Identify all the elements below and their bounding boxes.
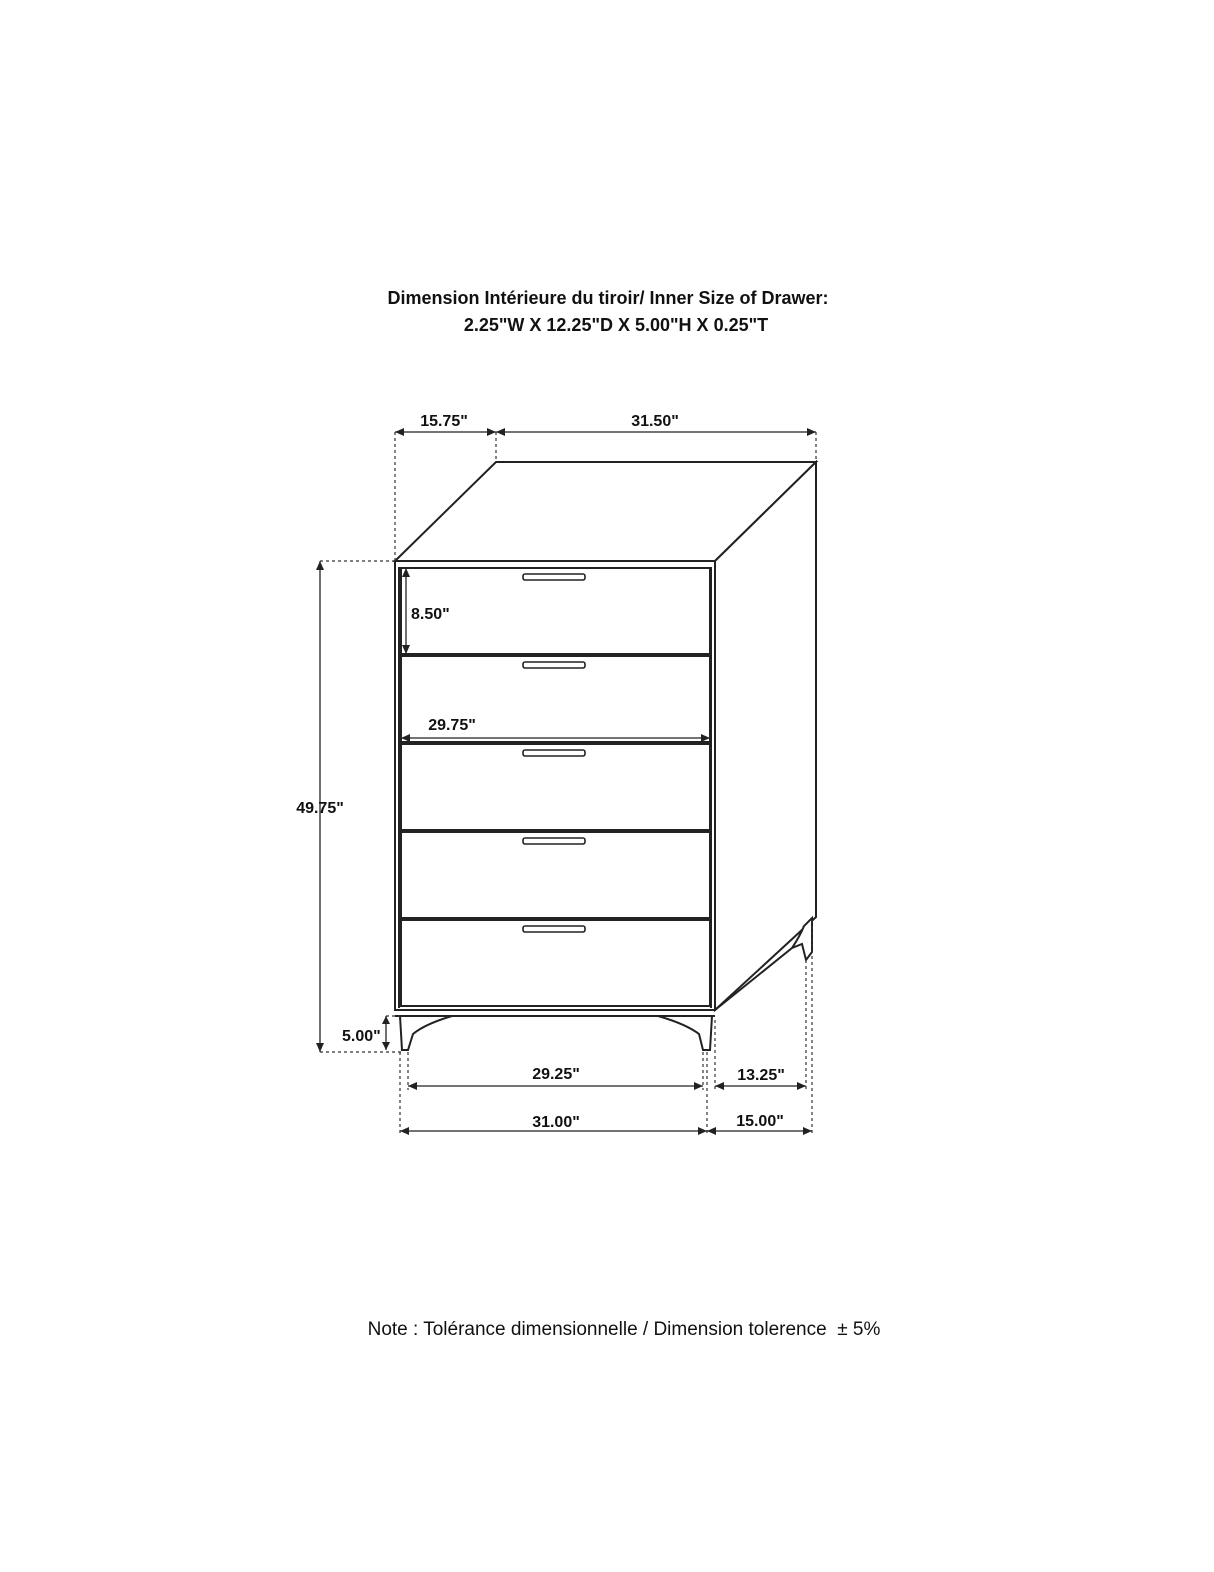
drawer-4-handle bbox=[523, 838, 585, 844]
drawer-2-handle bbox=[523, 662, 585, 668]
dim-top-width-label: 31.50" bbox=[631, 413, 679, 430]
dim-drawer-height-label: 8.50" bbox=[411, 606, 450, 623]
dim-leg-height-label: 5.00" bbox=[342, 1028, 381, 1045]
dim-drawer-width-label: 29.75" bbox=[428, 717, 476, 734]
drawer-4 bbox=[401, 832, 710, 918]
dim-top-depth-label: 15.75" bbox=[420, 413, 468, 430]
dim-overall-width bbox=[400, 1052, 707, 1135]
drawer-5-handle bbox=[523, 926, 585, 932]
drawer-3 bbox=[401, 744, 710, 830]
dim-leg-height bbox=[342, 1016, 400, 1050]
front-left-leg bbox=[400, 1016, 452, 1050]
drawer-5 bbox=[401, 920, 710, 1006]
dim-leg-span bbox=[408, 1052, 703, 1090]
drawer-1-handle bbox=[523, 574, 585, 580]
dim-top-width bbox=[496, 413, 816, 462]
dim-total-height bbox=[296, 561, 402, 1052]
dim-leg-span-label: 29.25" bbox=[532, 1066, 580, 1083]
title-line-2: 2.25"W X 12.25"D X 5.00"H X 0.25"T bbox=[463, 315, 769, 335]
dim-overall-depth-label: 15.00" bbox=[736, 1113, 784, 1130]
dim-base-depth-label: 13.25" bbox=[737, 1067, 785, 1084]
drawer-3-handle bbox=[523, 750, 585, 756]
drawer-stack bbox=[401, 568, 710, 1006]
tolerance-note: Note : Tolérance dimensionnelle / Dimension tolerence ± 5% bbox=[367, 1319, 881, 1340]
title-line-1: Dimension Intérieure du tiroir/ Inner Size of Drawer: bbox=[387, 288, 829, 308]
front-right-leg bbox=[658, 1016, 712, 1050]
dim-total-height-label: 49.75" bbox=[296, 800, 344, 817]
dim-overall-width-label: 31.00" bbox=[532, 1114, 580, 1131]
